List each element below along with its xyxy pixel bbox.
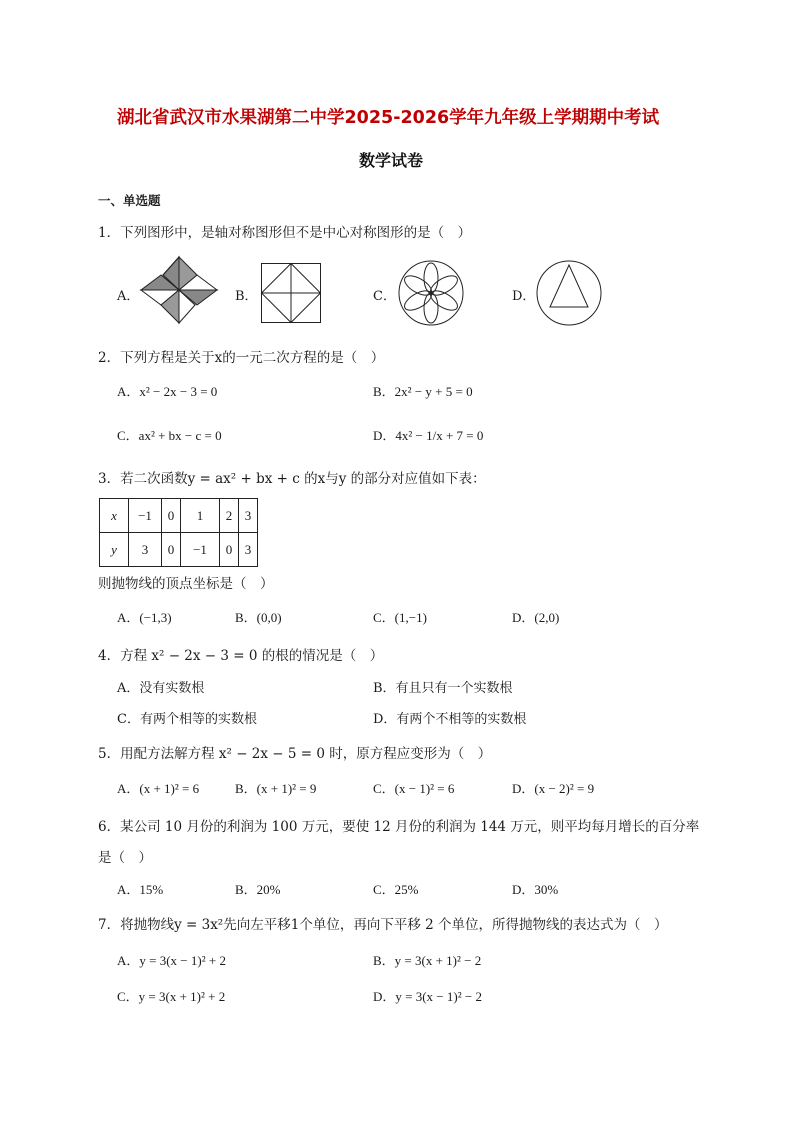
table-row-y bbox=[100, 533, 258, 567]
q4-option-d: D．有两个不相等的实数根 bbox=[373, 712, 527, 727]
table-cell: 3 bbox=[129, 533, 162, 567]
q7-option-c: C．y = 3(x + 1)² + 2 bbox=[117, 989, 226, 1004]
q7-option-b: B．y = 3(x + 1)² − 2 bbox=[373, 953, 482, 968]
exam-title: 湖北省武汉市水果湖第二中学2025-2026学年九年级上学期期中考试 bbox=[117, 108, 660, 128]
q5-option-a: A．(x + 1)² = 6 bbox=[117, 781, 200, 796]
q6-option-a: A．15% bbox=[117, 882, 164, 897]
q7-option-d: D．y = 3(x − 1)² − 2 bbox=[373, 989, 482, 1004]
q2-option-a: A．x² − 2x − 3 = 0 bbox=[117, 384, 218, 399]
q3-option-a: A．(−1,3) bbox=[117, 610, 172, 625]
q6-option-c: C．25% bbox=[373, 882, 419, 897]
q4-option-a: A．没有实数根 bbox=[117, 681, 205, 696]
table-cell: 2 bbox=[220, 499, 239, 533]
table-cell: 0 bbox=[162, 533, 181, 567]
table-cell: −1 bbox=[129, 499, 162, 533]
table-cell: 0 bbox=[220, 533, 239, 567]
square-diamond-figure bbox=[261, 263, 321, 323]
flower-circle-figure bbox=[398, 260, 464, 326]
q3-option-d: D．(2,0) bbox=[512, 610, 560, 625]
question-5-stem: 5．用配方法解方程 x² − 2x − 5 = 0 时，原方程应变形为（ ） bbox=[98, 746, 492, 762]
value-table bbox=[99, 498, 258, 567]
question-3-stem: 3．若二次函数y = ax² + bx + c 的x与y 的部分对应值如下表： bbox=[98, 471, 486, 487]
exam-subtitle: 数学试卷 bbox=[359, 151, 424, 170]
table-header-y: y bbox=[100, 533, 129, 567]
q5-option-d: D．(x − 2)² = 9 bbox=[512, 781, 595, 796]
q5-option-c: C．(x − 1)² = 6 bbox=[373, 781, 455, 796]
table-row-x bbox=[100, 499, 258, 533]
table-header-x: x bbox=[100, 499, 129, 533]
q2-option-b: B．2x² − y + 5 = 0 bbox=[373, 384, 473, 399]
q4-option-b: B．有且只有一个实数根 bbox=[373, 681, 513, 696]
table-cell: 3 bbox=[239, 499, 258, 533]
q2-option-d: D．4x² − 1/x + 7 = 0 bbox=[373, 428, 484, 443]
question-3-stem-2: 则抛物线的顶点坐标是（ ） bbox=[98, 576, 274, 592]
q5-option-b: B．(x + 1)² = 9 bbox=[235, 781, 317, 796]
q6-option-b: B．20% bbox=[235, 882, 281, 897]
table-cell: 0 bbox=[162, 499, 181, 533]
question-4-stem: 4．方程 x² − 2x − 3 = 0 的根的情况是（ ） bbox=[98, 648, 384, 664]
q2-option-c: C．ax² + bx − c = 0 bbox=[117, 428, 222, 443]
triangle-circle-figure bbox=[536, 260, 602, 326]
section-heading: 一、单选题 bbox=[98, 193, 161, 208]
question-2-stem: 2．下列方程是关于x的一元二次方程的是（ ） bbox=[98, 350, 385, 366]
table-cell: 3 bbox=[239, 533, 258, 567]
q1-option-a: A． bbox=[117, 289, 140, 304]
table-cell: −1 bbox=[181, 533, 220, 567]
q4-option-c: C．有两个相等的实数根 bbox=[117, 712, 257, 727]
q1-option-c: C． bbox=[373, 289, 396, 304]
q1-option-d: D． bbox=[512, 289, 536, 304]
question-1-stem: 1．下列图形中，是轴对称图形但不是中心对称图形的是（ ） bbox=[98, 225, 472, 241]
q6-option-d: D．30% bbox=[512, 882, 559, 897]
question-6-stem-2: 是（ ） bbox=[98, 850, 152, 866]
table-cell: 1 bbox=[181, 499, 220, 533]
pinwheel-figure bbox=[141, 255, 221, 325]
q7-option-a: A．y = 3(x − 1)² + 2 bbox=[117, 953, 226, 968]
q3-option-c: C．(1,−1) bbox=[373, 610, 427, 625]
q1-option-b: B． bbox=[235, 289, 258, 304]
q3-option-b: B．(0,0) bbox=[235, 610, 282, 625]
question-6-stem: 6．某公司 10 月份的利润为 100 万元，要使 12 月份的利润为 144 万元，则平均每月增长的百分率 bbox=[98, 819, 700, 835]
question-7-stem: 7．将抛物线y = 3x²先向左平移1个单位，再向下平移 2 个单位，所得抛物线的表达式为（ ） bbox=[98, 917, 668, 933]
